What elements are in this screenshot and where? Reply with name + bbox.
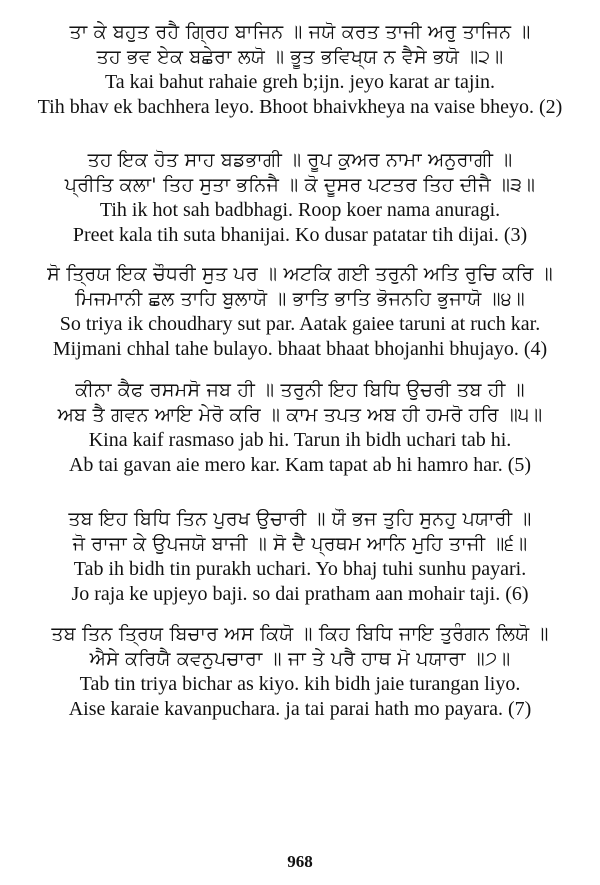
gurmukhi-line: ਐਸੇ ਕਰਿਯੈ ਕਵਨੁਪਚਾਰਾ ॥ ਜਾ ਤੇ ਪਰੈ ਹਾਥ ਮੋ ਪਯਾਰਾ ॥੭॥ [89,648,511,670]
verse-stanza [0,148,600,248]
gurmukhi-line: ਕੀਨਾ ਕੈਫ ਰਸਮਸੋ ਜਬ ਹੀ ॥ ਤਰੁਨੀ ਇਹ ਬਿਧਿ ਉਚਰੀ ਤਬ ਹੀ ॥ [75,379,525,401]
verse-stanza [0,20,600,120]
verse-stanza [0,378,600,478]
gurmukhi-line: ਜੋ ਰਾਜਾ ਕੇ ਉਪਜਯੋ ਬਾਜੀ ॥ ਸੋ ਦੈ ਪ੍ਰਥਮ ਆਨਿ ਮੁਹਿ ਤਾਜੀ ॥੬॥ [72,533,528,555]
transliteration-line: Aise karaie kavanpuchara. ja tai parai hath mo payara. (7) [68,698,532,720]
gurmukhi-line: ਤਹ ਭਵ ਏਕ ਬਛੇਰਾ ਲਯੋ ॥ ਭੂਤ ਭਵਿਖ੍ਯ ਨ ਵੈਸੇ ਭਯੋ ॥੨॥ [96,46,504,68]
transliteration-line: Ab tai gavan aie mero kar. Kam tapat ab hi hamro har. (5) [68,454,532,476]
gurmukhi-line: ਸੋ ਤ੍ਰਿਯ ਇਕ ਚੌਧਰੀ ਸੁਤ ਪਰ ॥ ਅਟਕਿ ਗਈ ਤਰੁਨੀ ਅਤਿ ਰੁਚਿ ਕਰਿ ॥ [47,263,553,285]
transliteration-line: Ta kai bahut rahaie greh b;ijn. jeyo karat ar tajin. [104,71,496,93]
verse-stanza [0,622,600,722]
transliteration-line: Tab ih bidh tin purakh uchari. Yo bhaj tuhi sunhu payari. [73,558,527,580]
gurmukhi-line: ਤਹ ਇਕ ਹੋਤ ਸਾਹ ਬਡਭਾਗੀ ॥ ਰੂਪ ਕੁਅਰ ਨਾਮਾ ਅਨੁਰਾਗੀ ॥ [87,149,513,171]
gurmukhi-line: ਤਾ ਕੇ ਬਹੁਤ ਰਹੈ ਗ੍ਰਿਹ ਬਾਜਿਨ ॥ ਜਯੋ ਕਰਤ ਤਾਜੀ ਅਰੁ ਤਾਜਿਨ ॥ [69,21,531,43]
verse-stanza [0,507,600,607]
transliteration-line: Tab tin triya bichar as kiyo. kih bidh jaie turangan liyo. [79,673,521,695]
transliteration-line: Tih ik hot sah badbhagi. Roop koer nama anuragi. [99,199,501,221]
transliteration-line: Mijmani chhal tahe bulayo. bhaat bhaat bhojanhi bhujayo. (4) [52,338,548,360]
transliteration-line: Kina kaif rasmaso jab hi. Tarun ih bidh uchari tab hi. [88,429,512,451]
gurmukhi-line: ਪ੍ਰੀਤਿ ਕਲਾ' ਤਿਹ ਸੁਤਾ ਭਨਿਜੈ ॥ ਕੋ ਦੂਸਰ ਪਟਤਰ ਤਿਹ ਦੀਜੈ ॥੩॥ [64,174,536,196]
transliteration-line: Tih bhav ek bachhera leyo. Bhoot bhaivkheya na vaise bheyo. (2) [37,96,563,118]
gurmukhi-line: ਤਬ ਤਿਨ ਤ੍ਰਿਯ ਬਿਚਾਰ ਅਸ ਕਿਯੋ ॥ ਕਿਹ ਬਿਧਿ ਜਾਇ ਤੁਰੰਗਨ ਲਿਯੋ ॥ [51,623,549,645]
gurmukhi-line: ਮਿਜਮਾਨੀ ਛਲ ਤਾਹਿ ਬੁਲਾਯੋ ॥ ਭਾਤਿ ਭਾਤਿ ਭੋਜਨਹਿ ਭੁਜਾਯੋ ॥੪॥ [75,288,525,310]
gurmukhi-line: ਤਬ ਇਹ ਬਿਧਿ ਤਿਨ ਪੁਰਖ ਉਚਾਰੀ ॥ ਯੌ ਭਜ ਤੁਹਿ ਸੁਨਹੁ ਪਯਾਰੀ ॥ [68,508,532,530]
gurmukhi-line: ਅਬ ਤੈ ਗਵਨ ਆਇ ਮੇਰੋ ਕਰਿ ॥ ਕਾਮ ਤਪਤ ਅਬ ਹੀ ਹਮਰੋ ਹਰਿ ॥੫॥ [57,404,543,426]
transliteration-line: Preet kala tih suta bhanijai. Ko dusar patatar tih dijai. (3) [72,224,528,246]
transliteration-line: So triya ik choudhary sut par. Aatak gaiee taruni at ruch kar. [59,313,541,335]
verse-stanza [0,262,600,362]
page-number: 968 [287,852,313,871]
transliteration-line: Jo raja ke upjeyo baji. so dai pratham aan mohair taji. (6) [71,583,529,605]
